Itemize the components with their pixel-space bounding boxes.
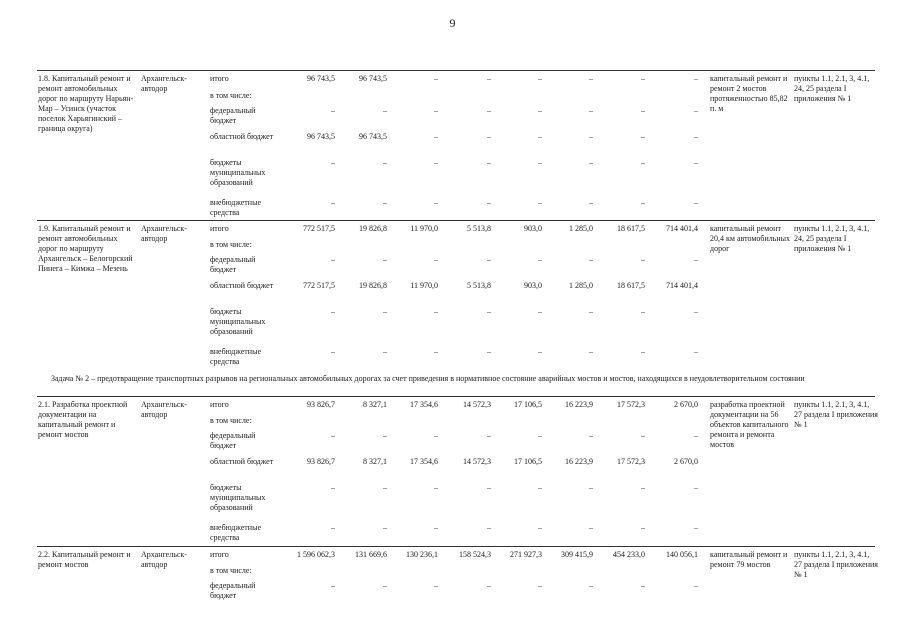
amount-cell: 454 233,0 xyxy=(613,550,645,559)
amount-cell: – xyxy=(694,74,698,83)
page-number: 9 xyxy=(449,16,456,30)
amount-cell: – xyxy=(434,106,438,115)
funding-source: областной бюджет xyxy=(210,457,274,466)
amount-cell: – xyxy=(694,581,698,590)
amount-cell: 158 524,3 xyxy=(459,550,491,559)
amount-cell: – xyxy=(331,307,335,316)
amount-cell: – xyxy=(434,347,438,356)
result-cell: капитальный ремонт и ремонт 79 мостов xyxy=(710,550,788,569)
amount-cell: 130 236,1 xyxy=(406,550,438,559)
amount-cell: – xyxy=(641,255,645,264)
funding-source: областной бюджет xyxy=(210,132,274,141)
amount-cell: 96 743,5 xyxy=(307,132,335,141)
amount-cell: – xyxy=(641,74,645,83)
amount-cell: 11 970,0 xyxy=(410,224,438,233)
amount-cell: – xyxy=(538,347,542,356)
amount-cell: – xyxy=(434,431,438,440)
amount-cell: 903,0 xyxy=(524,281,542,290)
result-cell: капитальный ремонт 20,4 км автомобильных дорог xyxy=(710,224,791,253)
amount-cell: 14 572,3 xyxy=(463,457,491,466)
amount-cell: 17 354,6 xyxy=(410,457,438,466)
amount-cell: 93 826,7 xyxy=(307,400,335,409)
amount-cell: – xyxy=(694,198,698,207)
amount-cell: – xyxy=(434,132,438,141)
executor-cell: Архангельск-автодор xyxy=(141,224,187,243)
amount-cell: 903,0 xyxy=(524,224,542,233)
amount-cell: – xyxy=(487,158,491,167)
amount-cell: 17 106,5 xyxy=(514,400,542,409)
amount-cell: – xyxy=(331,581,335,590)
table-row xyxy=(37,220,875,367)
amount-cell: – xyxy=(538,431,542,440)
amount-cell: – xyxy=(487,74,491,83)
measure-name: 2.1. Разработка проектной документации на капитальный ремонт и ремонт мостов xyxy=(38,400,128,439)
amount-cell: 17 572,3 xyxy=(617,400,645,409)
amount-cell: 96 743,5 xyxy=(307,74,335,83)
amount-cell: – xyxy=(434,483,438,492)
funding-source: внебюджетные средства xyxy=(210,198,261,217)
amount-cell: 93 826,7 xyxy=(307,457,335,466)
amount-cell: – xyxy=(589,74,593,83)
amount-cell: – xyxy=(694,132,698,141)
funding-source: федеральный бюджет xyxy=(210,431,256,450)
amount-cell: – xyxy=(538,132,542,141)
amount-cell: – xyxy=(487,307,491,316)
references-cell: пункты 1.1, 2.1, 3, 4.1, 27 раздела I приложения № 1 xyxy=(794,550,878,579)
amount-cell: – xyxy=(694,347,698,356)
amount-cell: – xyxy=(331,523,335,532)
amount-cell: – xyxy=(487,431,491,440)
amount-cell: – xyxy=(383,347,387,356)
amount-cell: – xyxy=(538,523,542,532)
amount-cell: 96 743,5 xyxy=(359,132,387,141)
amount-cell: – xyxy=(641,307,645,316)
amount-cell: – xyxy=(589,106,593,115)
amount-cell: – xyxy=(641,523,645,532)
amount-cell: 19 826,8 xyxy=(359,224,387,233)
measure-name: 2.2. Капитальный ремонт и ремонт мостов xyxy=(38,550,131,569)
amount-cell: – xyxy=(487,106,491,115)
amount-cell: 2 670,0 xyxy=(674,400,698,409)
amount-cell: – xyxy=(487,255,491,264)
amount-cell: – xyxy=(589,581,593,590)
amount-cell: 16 223,9 xyxy=(565,457,593,466)
amount-cell: 309 415,9 xyxy=(561,550,593,559)
measure-name: 1.9. Капитальный ремонт и ремонт автомобильных дорог по маршруту Архангельск – Белогорский Пинега – Кимжа – Мезень xyxy=(38,224,133,273)
amount-cell: – xyxy=(589,198,593,207)
funding-source: федеральный бюджет xyxy=(210,255,256,274)
amount-cell: 17 106,5 xyxy=(514,457,542,466)
measure-name: 1.8. Капитальный ремонт и ремонт автомобильных дорог по маршруту Нарьян-Мар – Усинск (участок поселок Харьягинский – граница округа) xyxy=(38,74,134,133)
amount-cell: – xyxy=(383,431,387,440)
amount-cell: – xyxy=(538,198,542,207)
amount-cell: 18 617,5 xyxy=(617,224,645,233)
funding-source: федеральный бюджет xyxy=(210,581,256,600)
amount-cell: – xyxy=(434,307,438,316)
amount-cell: – xyxy=(694,431,698,440)
amount-cell: – xyxy=(487,581,491,590)
amount-cell: – xyxy=(331,431,335,440)
amount-cell: – xyxy=(641,347,645,356)
amount-cell: – xyxy=(331,158,335,167)
amount-cell: – xyxy=(383,523,387,532)
amount-cell: – xyxy=(331,483,335,492)
funding-source: областной бюджет xyxy=(210,281,274,290)
amount-cell: – xyxy=(538,483,542,492)
amount-cell: 714 401,4 xyxy=(666,224,698,233)
funding-source: внебюджетные средства xyxy=(210,347,261,366)
amount-cell: – xyxy=(538,74,542,83)
references-cell: пункты 1.1, 2.1, 3, 4.1, 24, 25 раздела I приложения № 1 xyxy=(794,224,870,253)
amount-cell: 5 513,8 xyxy=(467,224,491,233)
funding-source: в том числе: xyxy=(210,416,252,425)
amount-cell: – xyxy=(589,132,593,141)
funding-source: итого xyxy=(210,400,229,409)
amount-cell: 2 670,0 xyxy=(674,457,698,466)
funding-source: в том числе: xyxy=(210,240,252,249)
amount-cell: – xyxy=(641,132,645,141)
amount-cell: – xyxy=(383,255,387,264)
amount-cell: – xyxy=(538,581,542,590)
amount-cell: – xyxy=(487,347,491,356)
amount-cell: – xyxy=(641,431,645,440)
amount-cell: – xyxy=(694,523,698,532)
amount-cell: – xyxy=(383,158,387,167)
amount-cell: 772 517,5 xyxy=(303,281,335,290)
amount-cell: – xyxy=(331,347,335,356)
amount-cell: – xyxy=(589,431,593,440)
funding-source: бюджеты муниципальных образований xyxy=(210,158,266,187)
amount-cell: – xyxy=(589,347,593,356)
amount-cell: – xyxy=(641,483,645,492)
funding-source: итого xyxy=(210,550,229,559)
funding-source: в том числе: xyxy=(210,566,252,575)
amount-cell: – xyxy=(641,581,645,590)
amount-cell: – xyxy=(434,198,438,207)
amount-cell: – xyxy=(383,483,387,492)
references-cell: пункты 1.1, 2.1, 3, 4.1, 24, 25 раздела I приложения № 1 xyxy=(794,74,870,103)
amount-cell: 1 285,0 xyxy=(569,281,593,290)
amount-cell: – xyxy=(694,106,698,115)
amount-cell: 18 617,5 xyxy=(617,281,645,290)
amount-cell: 14 572,3 xyxy=(463,400,491,409)
amount-cell: 8 327,1 xyxy=(363,457,387,466)
amount-cell: 1 285,0 xyxy=(569,224,593,233)
amount-cell: 140 056,1 xyxy=(666,550,698,559)
amount-cell: – xyxy=(383,581,387,590)
amount-cell: – xyxy=(383,198,387,207)
amount-cell: 5 513,8 xyxy=(467,281,491,290)
amount-cell: 131 669,6 xyxy=(355,550,387,559)
references-cell: пункты 1.1, 2.1, 3, 4.1, 27 раздела I приложения № 1 xyxy=(794,400,878,429)
amount-cell: 8 327,1 xyxy=(363,400,387,409)
amount-cell: – xyxy=(434,74,438,83)
funding-source: в том числе: xyxy=(210,91,252,100)
amount-cell: – xyxy=(641,106,645,115)
amount-cell: – xyxy=(589,307,593,316)
amount-cell: – xyxy=(487,483,491,492)
amount-cell: – xyxy=(538,255,542,264)
amount-cell: 772 517,5 xyxy=(303,224,335,233)
amount-cell: – xyxy=(487,132,491,141)
amount-cell: – xyxy=(694,255,698,264)
amount-cell: – xyxy=(434,158,438,167)
amount-cell: – xyxy=(434,581,438,590)
amount-cell: – xyxy=(641,158,645,167)
amount-cell: – xyxy=(589,255,593,264)
amount-cell: – xyxy=(694,158,698,167)
amount-cell: – xyxy=(694,307,698,316)
result-cell: разработка проектной документации на 56 объектов капитального ремонта и ремонта мостов xyxy=(710,400,789,449)
executor-cell: Архангельск-автодор xyxy=(141,400,187,419)
amount-cell: – xyxy=(641,198,645,207)
amount-cell: 714 401,4 xyxy=(666,281,698,290)
task-heading: Задача № 2 – предотвращение транспортных разрывов на региональных автомобильных дорогах за счет приведения в нормативное состояние аварийных мостов и мостов, находящихся в неудовлетворительном состоянии xyxy=(51,374,805,383)
amount-cell: – xyxy=(434,523,438,532)
funding-source: итого xyxy=(210,74,229,83)
amount-cell: 19 826,8 xyxy=(359,281,387,290)
result-cell: капитальный ремонт и ремонт 2 мостов протяженностью 85,82 п. м xyxy=(710,74,788,113)
amount-cell: 17 354,6 xyxy=(410,400,438,409)
amount-cell: – xyxy=(538,158,542,167)
funding-source: внебюджетные средства xyxy=(210,523,261,542)
funding-source: бюджеты муниципальных образований xyxy=(210,483,266,512)
funding-source: итого xyxy=(210,224,229,233)
amount-cell: – xyxy=(538,106,542,115)
table-row xyxy=(37,70,875,221)
amount-cell: – xyxy=(538,307,542,316)
funding-source: бюджеты муниципальных образований xyxy=(210,307,266,336)
amount-cell: 17 572,3 xyxy=(617,457,645,466)
amount-cell: – xyxy=(487,198,491,207)
amount-cell: 11 970,0 xyxy=(410,281,438,290)
amount-cell: – xyxy=(487,523,491,532)
funding-source: федеральный бюджет xyxy=(210,106,256,125)
table-row xyxy=(37,546,878,615)
amount-cell: 16 223,9 xyxy=(565,400,593,409)
amount-cell: – xyxy=(331,198,335,207)
executor-cell: Архангельск-автодор xyxy=(141,74,187,93)
amount-cell: – xyxy=(331,255,335,264)
amount-cell: – xyxy=(331,106,335,115)
amount-cell: 96 743,5 xyxy=(359,74,387,83)
amount-cell: 271 927,3 xyxy=(510,550,542,559)
amount-cell: – xyxy=(383,106,387,115)
amount-cell: – xyxy=(434,255,438,264)
amount-cell: – xyxy=(589,483,593,492)
amount-cell: – xyxy=(589,523,593,532)
executor-cell: Архангельск-автодор xyxy=(141,550,187,569)
amount-cell: – xyxy=(383,307,387,316)
amount-cell: – xyxy=(589,158,593,167)
amount-cell: 1 596 062,3 xyxy=(297,550,335,559)
amount-cell: – xyxy=(694,483,698,492)
table-row xyxy=(37,396,878,547)
